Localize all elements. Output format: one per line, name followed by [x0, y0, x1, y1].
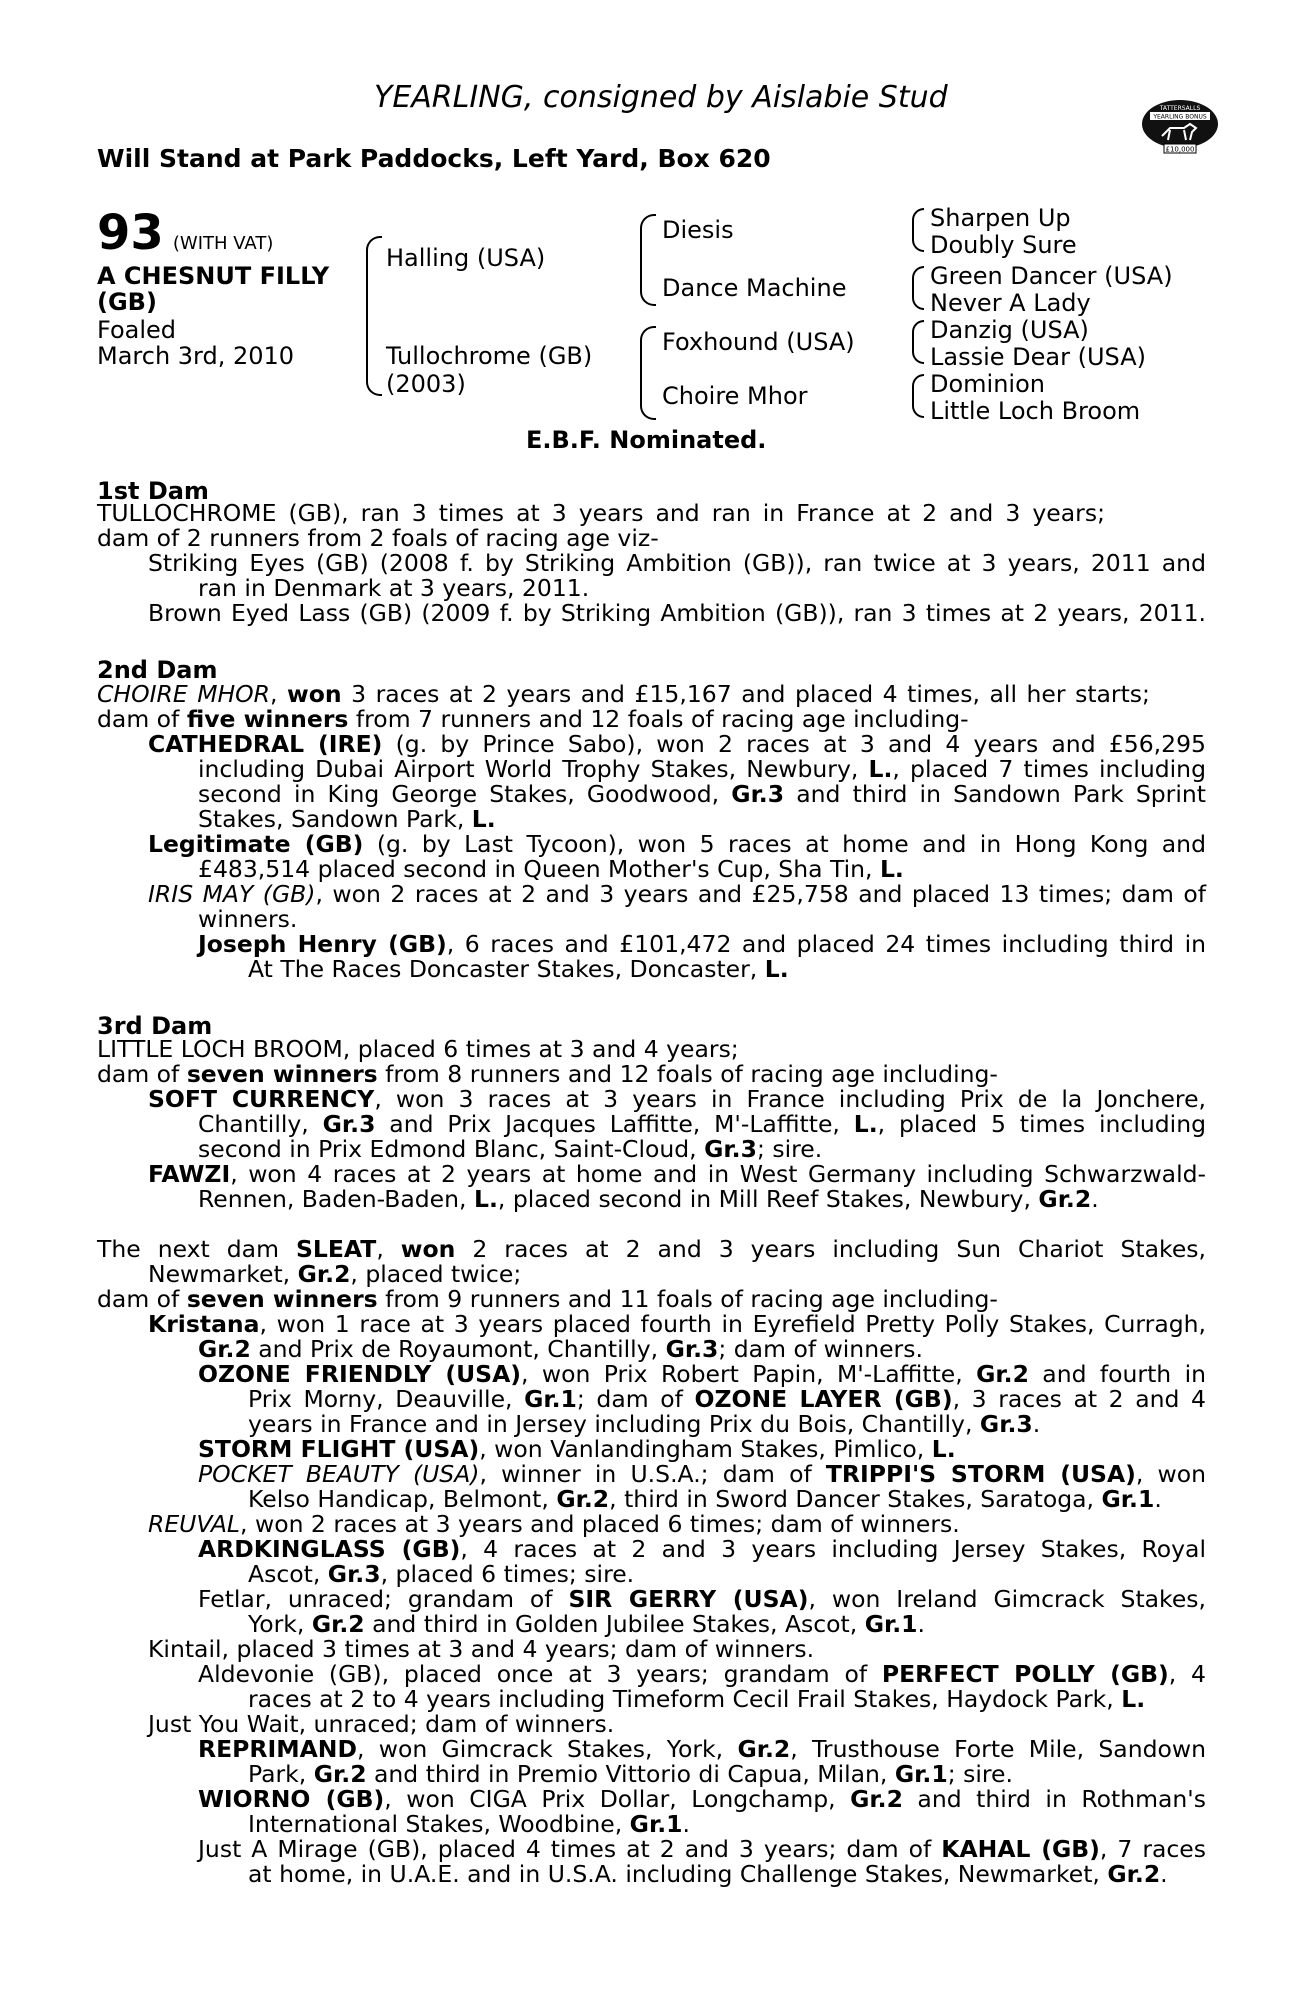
text-line	[198, 1837, 1206, 1863]
lot-description-line-1: A CHESNUT FILLY	[97, 262, 330, 290]
text-run: , won 1 race at 3 years placed fourth in Eyrefield Pretty Polly Stakes, Curragh,	[259, 1310, 1206, 1338]
bold-text: L.	[471, 805, 496, 833]
text-run: at home, in U.A.E. and in U.S.A. including Challenge Stakes, Newmarket,	[248, 1860, 1108, 1888]
pedigree-brace-dam	[640, 326, 656, 420]
bold-text: Gr.3	[665, 1335, 719, 1363]
text-line	[97, 501, 1105, 527]
bold-text: Gr.2	[556, 1485, 610, 1513]
bold-text: WIORNO (GB)	[198, 1785, 385, 1813]
pedigree-dsd: Lassie Dear (USA)	[930, 343, 1146, 371]
bold-text: KAHAL (GB)	[941, 1835, 1100, 1863]
text-run: , winner in U.S.A.; dam of	[479, 1460, 826, 1488]
bold-text: Gr.2	[850, 1785, 903, 1813]
pedigree-sdd: Never A Lady	[930, 289, 1091, 317]
text-run: , placed 6 times; sire.	[380, 1560, 635, 1588]
text-run: .	[1160, 1860, 1168, 1888]
text-run: and third in Premio Vittorio di Capua, Milan,	[366, 1760, 895, 1788]
text-line	[248, 1762, 1013, 1788]
bold-text: TRIPPI'S STORM (USA)	[825, 1460, 1136, 1488]
badge-line-2: YEARLING BONUS	[1153, 113, 1207, 121]
pedigree-sire-sire: Diesis	[662, 216, 734, 244]
text-line	[198, 576, 589, 602]
bold-text: Gr.3	[979, 1410, 1033, 1438]
text-line	[148, 1087, 1206, 1113]
pedigree-brace-g4	[912, 374, 924, 418]
text-run: , 6 races and £101,472 and placed 24 times including third in	[446, 930, 1206, 958]
text-line	[198, 857, 904, 883]
lot-description-line-2: (GB)	[97, 288, 157, 316]
bold-text: won	[400, 1235, 456, 1263]
text-run: and third in Golden Jubilee Stakes, Ascot,	[364, 1610, 865, 1638]
bold-text: five winners	[186, 705, 349, 733]
text-run: from 9 runners and 11 foals of racing age including-	[377, 1285, 998, 1313]
text-run: races at 2 to 4 years including Timeform Cecil Frail Stakes, Haydock Park,	[248, 1685, 1122, 1713]
bold-text: seven winners	[186, 1060, 378, 1088]
text-run: International Stakes, Woodbine,	[248, 1810, 630, 1838]
text-run: , won CIGA Prix Dollar, Longchamp,	[384, 1785, 851, 1813]
bold-text: L.	[473, 1185, 498, 1213]
text-line	[198, 1462, 1206, 1488]
pedigree-dam-dam: Choire Mhor	[662, 382, 808, 410]
text-run: Newmarket,	[148, 1260, 298, 1288]
text-run: Prix Morny, Deauville,	[248, 1385, 525, 1413]
text-run: The next dam	[97, 1235, 296, 1263]
bold-text: SLEAT	[295, 1235, 377, 1263]
text-line	[148, 601, 1206, 627]
text-line	[97, 682, 1150, 708]
text-line	[198, 1787, 1206, 1813]
pedigree-dam-sire: Foxhound (USA)	[662, 328, 855, 356]
text-line	[198, 1662, 1206, 1688]
bold-text: OZONE LAYER (GB)	[694, 1385, 953, 1413]
text-line	[148, 1262, 521, 1288]
bold-text: L.	[931, 1435, 956, 1463]
text-run: , placed 5 times including	[877, 1110, 1207, 1138]
text-run: , won 3 races at 3 years in France including Prix de la Jonchere,	[374, 1085, 1206, 1113]
pedigree-ssd: Doubly Sure	[930, 231, 1077, 259]
text-run: At The Races Doncaster Stakes, Doncaster,	[248, 955, 765, 983]
text-run: , 3 races at 2 and 4	[952, 1385, 1206, 1413]
text-run: , 4	[1168, 1660, 1206, 1688]
text-run: TULLOCHROME (GB), ran 3 times at 3 years and ran in France at 2 and 3 years;	[97, 499, 1105, 527]
pedigree-brace-g2	[912, 266, 924, 310]
text-line	[97, 1037, 739, 1063]
text-line	[97, 707, 969, 733]
bold-text: Gr.2	[297, 1260, 351, 1288]
text-run: Brown Eyed Lass (GB) (2009 f. by Striking Ambition (GB)), ran 3 times at 2 years, 2011.	[148, 599, 1206, 627]
text-line	[248, 1487, 1162, 1513]
text-line	[198, 907, 297, 933]
text-run: Just You Wait, unraced; dam of winners.	[148, 1710, 615, 1738]
bold-text: L.	[764, 955, 789, 983]
text-run: .	[682, 1810, 690, 1838]
bold-text: PERFECT POLLY (GB)	[881, 1660, 1169, 1688]
text-line	[248, 1387, 1206, 1413]
bold-text: Gr.3	[327, 1560, 381, 1588]
text-line	[198, 1137, 822, 1163]
text-run: ran in Denmark at 3 years, 2011.	[198, 574, 590, 602]
bold-text: Gr.2	[1107, 1860, 1161, 1888]
bold-text: Gr.2	[976, 1360, 1029, 1388]
text-run: Ascot,	[248, 1560, 328, 1588]
bold-text: Gr.2	[198, 1335, 251, 1363]
heading-1st-dam: 1st Dam	[97, 477, 209, 505]
text-run: and Prix de Royaumont, Chantilly,	[250, 1335, 666, 1363]
badge-line-1: TATTERSALLS	[1159, 105, 1201, 112]
text-run: dam of	[97, 1060, 187, 1088]
text-run: , won	[1135, 1460, 1206, 1488]
text-line	[198, 1337, 923, 1363]
text-line	[148, 1512, 960, 1538]
badge-line-3: £10,000	[1165, 145, 1195, 154]
vat-note: (WITH VAT)	[172, 233, 274, 254]
stand-location: Will Stand at Park Paddocks, Left Yard, Box 620	[97, 144, 771, 173]
pedigree-dds: Dominion	[930, 370, 1045, 398]
text-line	[148, 832, 1206, 858]
bold-text: Gr.3	[731, 780, 785, 808]
italic-text: REUVAL	[148, 1510, 241, 1538]
bold-text: Kristana	[148, 1310, 260, 1338]
text-line	[198, 1437, 956, 1463]
bold-text: Gr.1	[864, 1610, 918, 1638]
text-run: , won Vanlandingham Stakes, Pimlico,	[479, 1435, 932, 1463]
text-run: Aldevonie (GB), placed once at 3 years; grandam of	[198, 1660, 882, 1688]
text-line	[198, 1537, 1206, 1563]
text-line	[248, 1687, 1145, 1713]
text-line	[248, 1612, 925, 1638]
foaled-date: March 3rd, 2010	[97, 342, 295, 370]
bold-text: Gr.1	[524, 1385, 577, 1413]
text-line	[248, 1562, 634, 1588]
text-run: .	[1032, 1410, 1041, 1438]
text-run: , placed twice;	[350, 1260, 522, 1288]
text-run: , won 4 races at 2 years at home and in West Germany including Schwarzwald-	[230, 1160, 1206, 1188]
lot-number: 93	[97, 205, 164, 261]
text-run: dam of	[97, 1285, 187, 1313]
text-run: (g. by Prince Sabo), won 2 races at 3 and 4 years and £56,295	[382, 730, 1206, 758]
italic-text: CHOIRE MHOR	[97, 680, 270, 708]
text-line	[198, 1587, 1206, 1613]
text-line	[248, 1412, 1040, 1438]
text-run: ; sire.	[756, 1135, 823, 1163]
bold-text: Gr.1	[1101, 1485, 1155, 1513]
catalogue-title: YEARLING, consigned by Aislabie Stud	[374, 80, 948, 115]
ebf-nominated: E.B.F. Nominated.	[526, 426, 767, 454]
text-run: , won Gimcrack Stakes, York,	[356, 1735, 738, 1763]
text-run: and third in Sandown Park Sprint	[784, 780, 1206, 808]
text-run: , placed second in Mill Reef Stakes, Newbury,	[497, 1185, 1039, 1213]
text-run: Kintail, placed 3 times at 3 and 4 years; dam of winners.	[148, 1635, 815, 1663]
text-line	[148, 1637, 814, 1663]
text-run: ,	[270, 680, 288, 708]
text-run: second in King George Stakes, Goodwood,	[198, 780, 732, 808]
bold-text: Gr.2	[737, 1735, 791, 1763]
text-line	[148, 1312, 1206, 1338]
bold-text: OZONE FRIENDLY (USA)	[198, 1360, 522, 1388]
bold-text: L.	[853, 1110, 878, 1138]
text-run: ; sire.	[947, 1760, 1013, 1788]
text-run: , won 2 races at 2 and 3 years and £25,758 and placed 13 times; dam of	[315, 880, 1207, 908]
text-run: , won 2 races at 3 years and placed 6 times; dam of winners.	[240, 1510, 960, 1538]
italic-text: IRIS MAY (GB)	[148, 880, 316, 908]
bold-text: Gr.1	[894, 1760, 948, 1788]
italic-text: POCKET BEAUTY (USA)	[198, 1460, 480, 1488]
text-run: , 7 races	[1099, 1835, 1207, 1863]
text-line	[198, 1737, 1206, 1763]
text-line	[198, 807, 496, 833]
heading-2nd-dam: 2nd Dam	[97, 656, 218, 684]
bold-text: FAWZI	[148, 1160, 231, 1188]
pedigree-ddd: Little Loch Broom	[930, 397, 1141, 425]
lot-number-row	[97, 205, 273, 261]
text-run: from 7 runners and 12 foals of racing age including-	[348, 705, 969, 733]
bold-text: Legitimate (GB)	[148, 830, 364, 858]
text-run: and fourth in	[1028, 1360, 1206, 1388]
text-run: second in Prix Edmond Blanc, Saint-Cloud,	[198, 1135, 705, 1163]
text-run: £483,514 placed second in Queen Mother's Cup, Sha Tin,	[198, 855, 880, 883]
text-line	[198, 1187, 1099, 1213]
text-run: , won Prix Robert Papin, M'-Laffitte,	[521, 1360, 977, 1388]
pedigree-dam-year: (2003)	[386, 370, 466, 398]
text-run: including Dubai Airport World Trophy Stakes, Newbury,	[198, 755, 869, 783]
text-line	[97, 1237, 1206, 1263]
text-line	[198, 782, 1206, 808]
bold-text: Gr.2	[313, 1760, 367, 1788]
text-line	[148, 551, 1206, 577]
text-line	[97, 1062, 998, 1088]
text-run: LITTLE LOCH BROOM, placed 6 times at 3 and 4 years;	[97, 1035, 739, 1063]
bold-text: ARDKINGLASS (GB)	[198, 1535, 461, 1563]
bold-text: L.	[868, 755, 893, 783]
bold-text: Gr.2	[1038, 1185, 1092, 1213]
text-run: .	[1154, 1485, 1162, 1513]
text-run: ; dam of winners.	[718, 1335, 923, 1363]
text-line	[148, 1162, 1206, 1188]
bold-text: REPRIMAND	[198, 1735, 357, 1763]
foaled-label: Foaled	[97, 316, 177, 344]
text-run: dam of	[97, 705, 187, 733]
text-line	[198, 757, 1206, 783]
text-run: Fetlar, unraced; grandam of	[198, 1585, 569, 1613]
pedigree-brace-main	[366, 236, 382, 396]
text-line	[198, 1112, 1206, 1138]
text-run: from 8 runners and 12 foals of racing age including-	[377, 1060, 998, 1088]
bold-text: L.	[879, 855, 904, 883]
bold-text: Gr.3	[322, 1110, 376, 1138]
text-run: ; dam of	[576, 1385, 695, 1413]
text-line	[148, 732, 1206, 758]
text-run: ,	[376, 1235, 401, 1263]
text-line	[148, 1712, 614, 1738]
bold-text: seven winners	[186, 1285, 378, 1313]
bold-text: L.	[1121, 1685, 1146, 1713]
pedigree-brace-sire	[640, 214, 656, 306]
pedigree-sire: Halling (USA)	[386, 244, 546, 272]
text-run: , won Ireland Gimcrack Stakes,	[808, 1585, 1206, 1613]
yearling-bonus-badge	[1140, 98, 1220, 154]
text-run: Stakes, Sandown Park,	[198, 805, 472, 833]
text-run: Chantilly,	[198, 1110, 323, 1138]
text-run: Kelso Handicap, Belmont,	[248, 1485, 557, 1513]
bold-text: won	[287, 680, 342, 708]
text-run: 2 races at 2 and 3 years including Sun Chariot Stakes,	[455, 1235, 1206, 1263]
text-run: , placed 7 times including	[892, 755, 1206, 783]
pedigree-dam: Tullochrome (GB)	[386, 342, 593, 370]
text-run: years in France and in Jersey including Prix du Bois, Chantilly,	[248, 1410, 980, 1438]
text-line	[148, 882, 1206, 908]
text-run: .	[1091, 1185, 1099, 1213]
text-line	[248, 1862, 1168, 1888]
text-run: Just A Mirage (GB), placed 4 times at 2 and 3 years; dam of	[198, 1835, 942, 1863]
text-run: dam of 2 runners from 2 foals of racing age viz-	[97, 524, 659, 552]
bold-text: CATHEDRAL (IRE)	[148, 730, 383, 758]
text-line	[97, 526, 659, 552]
text-run: (g. by Last Tycoon), won 5 races at home and in Hong Kong and	[363, 830, 1206, 858]
text-run: Rennen, Baden-Baden,	[198, 1185, 474, 1213]
text-run: Park,	[248, 1760, 314, 1788]
text-run: .	[917, 1610, 926, 1638]
text-run: , third in Sword Dancer Stakes, Saratoga,	[609, 1485, 1102, 1513]
bold-text: Gr.2	[311, 1610, 365, 1638]
text-run: , Trusthouse Forte Mile, Sandown	[790, 1735, 1207, 1763]
bold-text: Joseph Henry (GB)	[198, 930, 447, 958]
pedigree-brace-g1	[912, 208, 924, 252]
bold-text: Gr.1	[629, 1810, 683, 1838]
bold-text: STORM FLIGHT (USA)	[198, 1435, 480, 1463]
text-run: winners.	[198, 905, 298, 933]
text-run: and third in Rothman's	[902, 1785, 1207, 1813]
text-line	[97, 1287, 998, 1313]
text-run: , 4 races at 2 and 3 years including Jersey Stakes, Royal	[460, 1535, 1206, 1563]
pedigree-sire-dam: Dance Machine	[662, 274, 847, 302]
heading-3rd-dam: 3rd Dam	[97, 1012, 213, 1040]
pedigree-brace-g3	[912, 320, 924, 364]
text-run: York,	[248, 1610, 312, 1638]
bold-text: SOFT CURRENCY	[148, 1085, 375, 1113]
bold-text: SIR GERRY (USA)	[568, 1585, 809, 1613]
text-line	[198, 932, 1206, 958]
bold-text: Gr.3	[704, 1135, 757, 1163]
text-line	[248, 957, 789, 983]
pedigree-sss: Sharpen Up	[930, 204, 1071, 232]
text-line	[198, 1362, 1206, 1388]
text-run: 3 races at 2 years and £15,167 and placed 4 times, all her starts;	[341, 680, 1150, 708]
text-run: Striking Eyes (GB) (2008 f. by Striking Ambition (GB)), ran twice at 3 years, 2011 and	[148, 549, 1206, 577]
pedigree-dss: Danzig (USA)	[930, 316, 1089, 344]
text-line	[248, 1812, 690, 1838]
text-run: and Prix Jacques Laffitte, M'-Laffitte,	[375, 1110, 854, 1138]
pedigree-sds: Green Dancer (USA)	[930, 262, 1173, 290]
